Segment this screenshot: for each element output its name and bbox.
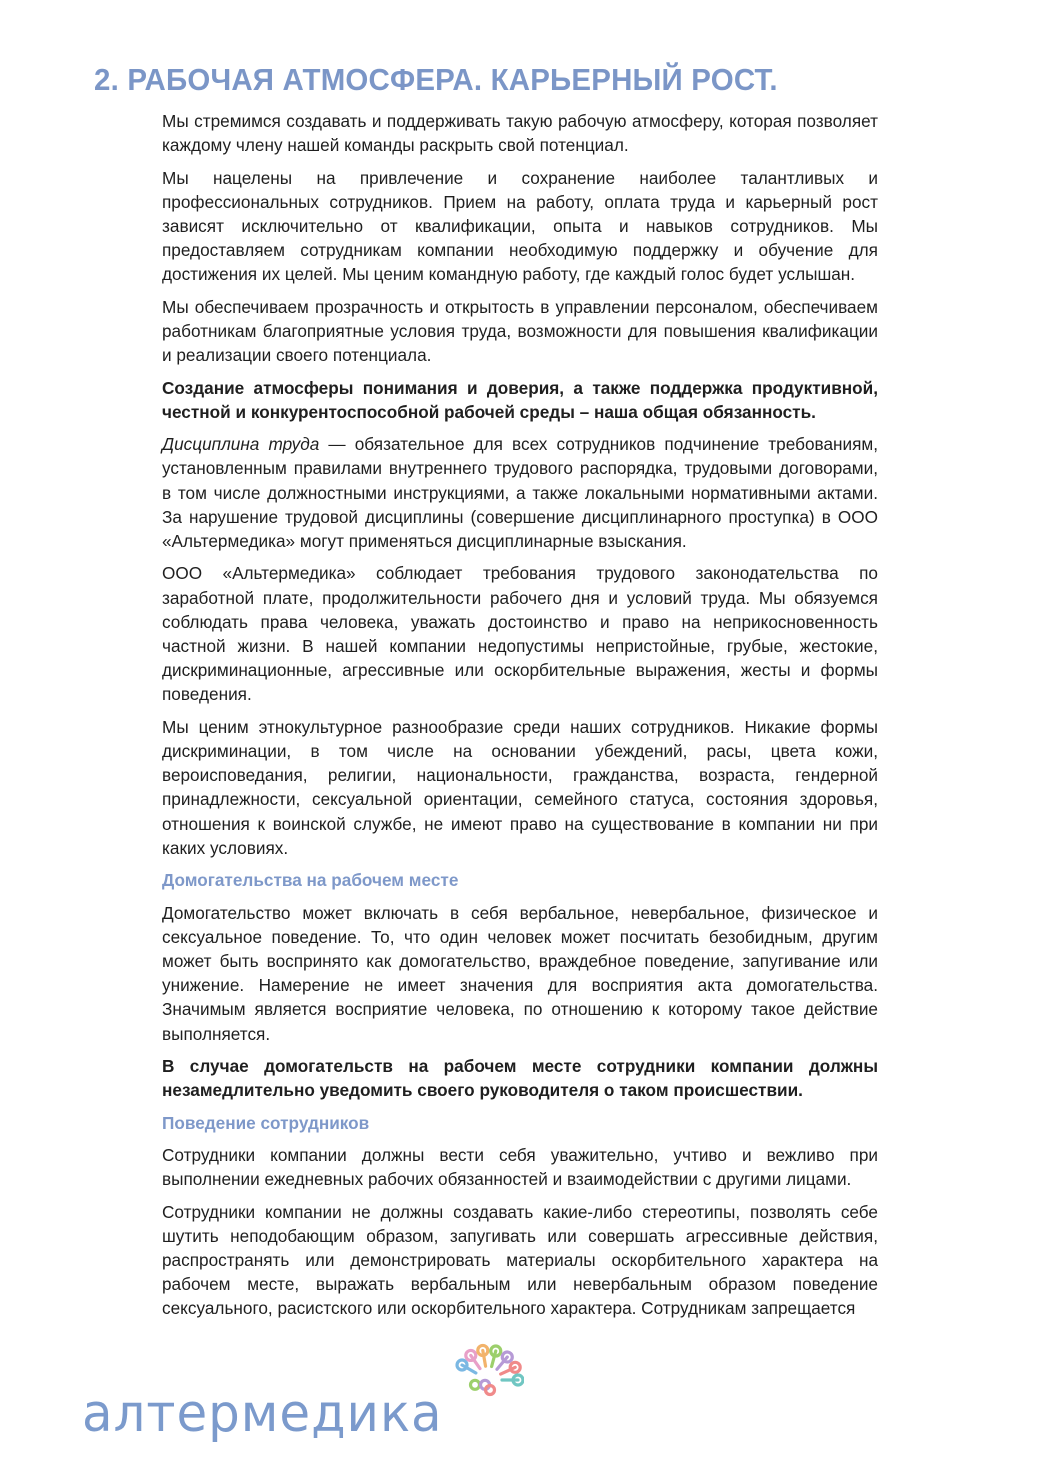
company-logo-wordmark: алтермедика [82,1384,443,1444]
paragraph: ООО «Альтермедика» соблюдает требования трудового законодательства по заработной плате, продолжительности рабочего дня и условий труда. Мы обязуемся соблюдать права человека, уважать достоинство и право на неприкосновенность частной жизни. В нашей компании недопустимы непристойные, грубые, жестокие, дискриминационные, агрессивные или оскорбительные выражения, жесты и формы поведения. [162,563,878,705]
paragraph: Сотрудники компании должны вести себя уважительно, учтиво и вежливо при выполнении ежедневных рабочих обязанностей и взаимодействии с другими лицами. [162,1144,878,1190]
section-heading-harassment: Домогательства на рабочем месте [162,870,459,891]
paragraph-text: — обязательное для всех сотрудников подчинение требованиям, установленным правилами внутреннего трудового распорядка, трудовыми договорами, в том числе должностными инструкциями, а также локальными нормативными актами. За нарушение трудовой дисциплины (совершение дисциплинарного проступка) в ООО «Альтермедика» могут применяться дисциплинарные взыскания. [162,434,878,551]
company-logo-icon [448,1328,524,1402]
bold-statement: Создание атмосферы понимания и доверия, а также поддержка продуктивной, честной и конкурентоспособной рабочей среды – наша общая обязанность. [162,377,878,422]
document-body [162,109,878,1329]
paragraph: Домогательство может включать в себя вербальное, невербальное, физическое и сексуальное поведение. То, что один человек может посчитать безобидным, другим может быть воспринято как домогательство, враждебное поведение, запугивание или унижение. Намерение не имеет значения для восприятия акта домогательства. Значимым является восприятие человека, по отношению к которому такое действие выполняется. [162,902,878,1044]
paragraph-discipline [162,432,878,553]
section-heading-behavior: Поведение сотрудников [162,1112,370,1133]
page-heading: 2. РАБОЧАЯ АТМОСФЕРА. КАРЬЕРНЫЙ РОСТ. [94,62,778,97]
logo-inner-loop [486,1386,495,1395]
term-italic: Дисциплина труда [162,434,320,455]
paragraph: Мы стремимся создавать и поддерживать такую рабочую атмосферу, которая позволяет каждому члену нашей команды раскрыть свой потенциал. [162,111,878,156]
bold-statement: В случае домогательств на рабочем месте сотрудники компании должны незамедлительно уведомить своего руководителя о таком происшествии. [162,1056,878,1101]
logo-inner-loop [471,1380,480,1389]
paragraph: Мы обеспечиваем прозрачность и открытость в управлении персоналом, обеспечиваем работникам благоприятные условия труда, возможности для повышения квалификации и реализации своего потенциала. [162,296,878,366]
paragraph: Мы нацелены на привлечение и сохранение наиболее талантливых и профессиональных сотрудников. Прием на работу, оплата труда и карьерный рост зависят исключительно от квалификации, опыта и навыков сотрудников. Мы предоставляем сотрудникам компании необходимую поддержку и обучение для достижения их целей. Мы ценим командную работу, где каждый голос будет услышан. [162,167,878,285]
paragraph: Сотрудники компании не должны создавать какие-либо стереотипы, позволять себе шутить неподобающим образом, запугивать или совершать агрессивные действия, распространять или демонстрировать материалы оскорбительного характера на рабочем месте, выражать вербальным или невербальным образом поведение сексуального, расистского или оскорбительного характера. Сотрудникам запрещается [162,1201,878,1319]
logo-petal-stem [483,1350,486,1366]
paragraph: Мы ценим этнокультурное разнообразие среди наших сотрудников. Никакие формы дискриминации, в том числе на основании убеждений, расы, цвета кожи, вероисповедания, религии, национальности, гражданства, возраста, гендерной принадлежности, сексуальной ориентации, семейного статуса, состояния здоровья, отношения к воинской службе, не имеют право на существование в компании ни при каких условиях. [162,716,878,858]
